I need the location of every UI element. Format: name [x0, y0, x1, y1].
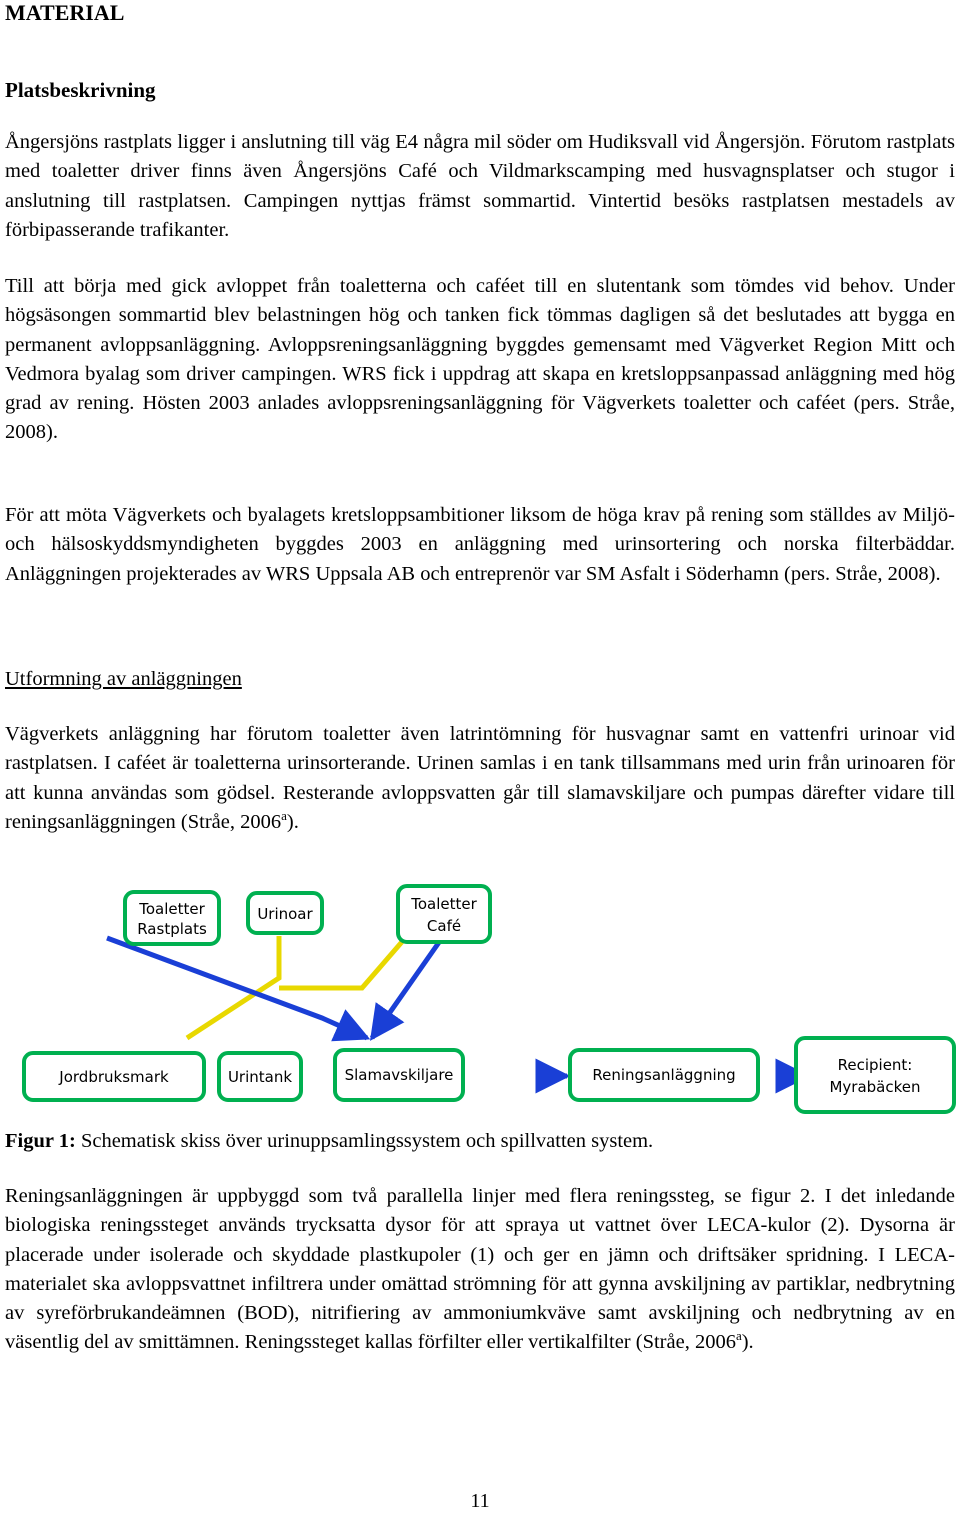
paragraph-history: Till att börja med gick avloppet från toaletterna och caféet till en slutentank som tömdes vid behov. Under högsäsongen sommartid blev belastningen hög och tanken fick tömmas dagligen så det beslutades att bygga en permanent avloppsanläggning. Avloppsreningsanläggning byggdes gemensamt med Vägverket Region Mitt och Vedmora byalag som driver campingen. WRS fick i uppdrag att skapa en kretsloppsanpassad anläggning med hög grad av rening. Hösten 2003 anlades avloppsreningsanläggning för Vägverkets toaletter och caféet (pers. Stråe, 2008). — [5, 275, 955, 444]
paragraph-design: Vägverkets anläggning har förutom toaletter även latrintömning för husvagnar samt en vattenfri urinoar vid rastplatsen. I caféet är toaletterna urinsorterande. Urinen samlas i en tank tillsammans med urin från urinoaren för att kunna användas som gödsel. Resterande avloppsvatten går till slamavskiljare och pumpas därefter vidare till reningsanläggningen (Stråe, 2006$^a$). — [5, 723, 955, 833]
paragraph-ambitions: För att möta Vägverkets och byalagets kretsloppsambitioner liksom de höga krav på rening som ställdes av Miljö- och hälsoskyddsmyndigheten byggdes 2003 en anläggning med urinsortering och norska filterbäddar. Anläggningen projekterades av WRS Uppsala AB och entreprenör var SM Asfalt i Söderhamn (pers. Stråe, 2008). — [5, 504, 955, 585]
box-label: Myrabäcken — [829, 1078, 921, 1096]
box-recipient — [796, 1038, 954, 1112]
urine-lines — [187, 936, 407, 1038]
box-label: Toaletter — [411, 895, 477, 913]
box-label: Recipient: — [837, 1056, 913, 1074]
arrow-cafe-to-slam — [372, 938, 442, 1038]
urine-line-cafe — [279, 936, 407, 988]
paragraph-location: Ångersjöns rastplats ligger i anslutning till väg E4 några mil söder om Hudiksvall vid Ångersjön. Förutom rastplats med toaletter driver finns även Ångersjöns Café och Vildmarkscamping med husvagnsplatser och stugor i anslutning till rastplatsen. Campingen nyttjas främst sommartid. Vintertid besöks rastplatsen mestadels av förbipasserande trafikanter. — [5, 131, 955, 241]
section-title: Platsbeskrivning — [5, 78, 156, 102]
box-label: Toaletter — [139, 900, 205, 918]
box-label: Urinoar — [257, 905, 313, 923]
box-label: Urintank — [227, 1068, 293, 1086]
page-number: 11 — [470, 1490, 490, 1512]
box-label: Jordbruksmark — [59, 1068, 169, 1086]
figure-caption: Figur 1: Schematisk skiss över urinuppsamlingssystem och spillvatten system. — [5, 1130, 654, 1152]
box-label: Café — [426, 917, 462, 935]
subheading: Utformning av anläggningen — [5, 668, 242, 690]
box-label: Reningsanläggning — [592, 1066, 736, 1084]
page-heading: MATERIAL — [5, 0, 125, 25]
box-label: Rastplats — [137, 920, 207, 938]
paragraph-treatment: Reningsanläggningen är uppbyggd som två parallella linjer med flera reningssteg, se figur 2. I det inledande biologiska reningssteget används trycksatta dysor för att spraya ut vattnet över LECA-kulor (2). Dysorna är placerade under isolerade och skyddade plastkupoler (1) och ger en jämn och driftsäker spridning. I LECA-materialet ska avloppsvattnet infiltrera under omättad strömning för att gynna avskiljning av partiklar, nedbrytning av syreförbrukandeämnen (BOD), nitrifiering av ammoniumkväve samt avskiljning och nedbrytning av en väsentlig del av smittämnen. Reningssteget kallas förfilter eller vertikalfilter (Stråe, 2006$^a$). — [5, 1185, 955, 1354]
box-label: Slamavskiljare — [344, 1066, 454, 1084]
schematic-diagram — [22, 878, 960, 1118]
